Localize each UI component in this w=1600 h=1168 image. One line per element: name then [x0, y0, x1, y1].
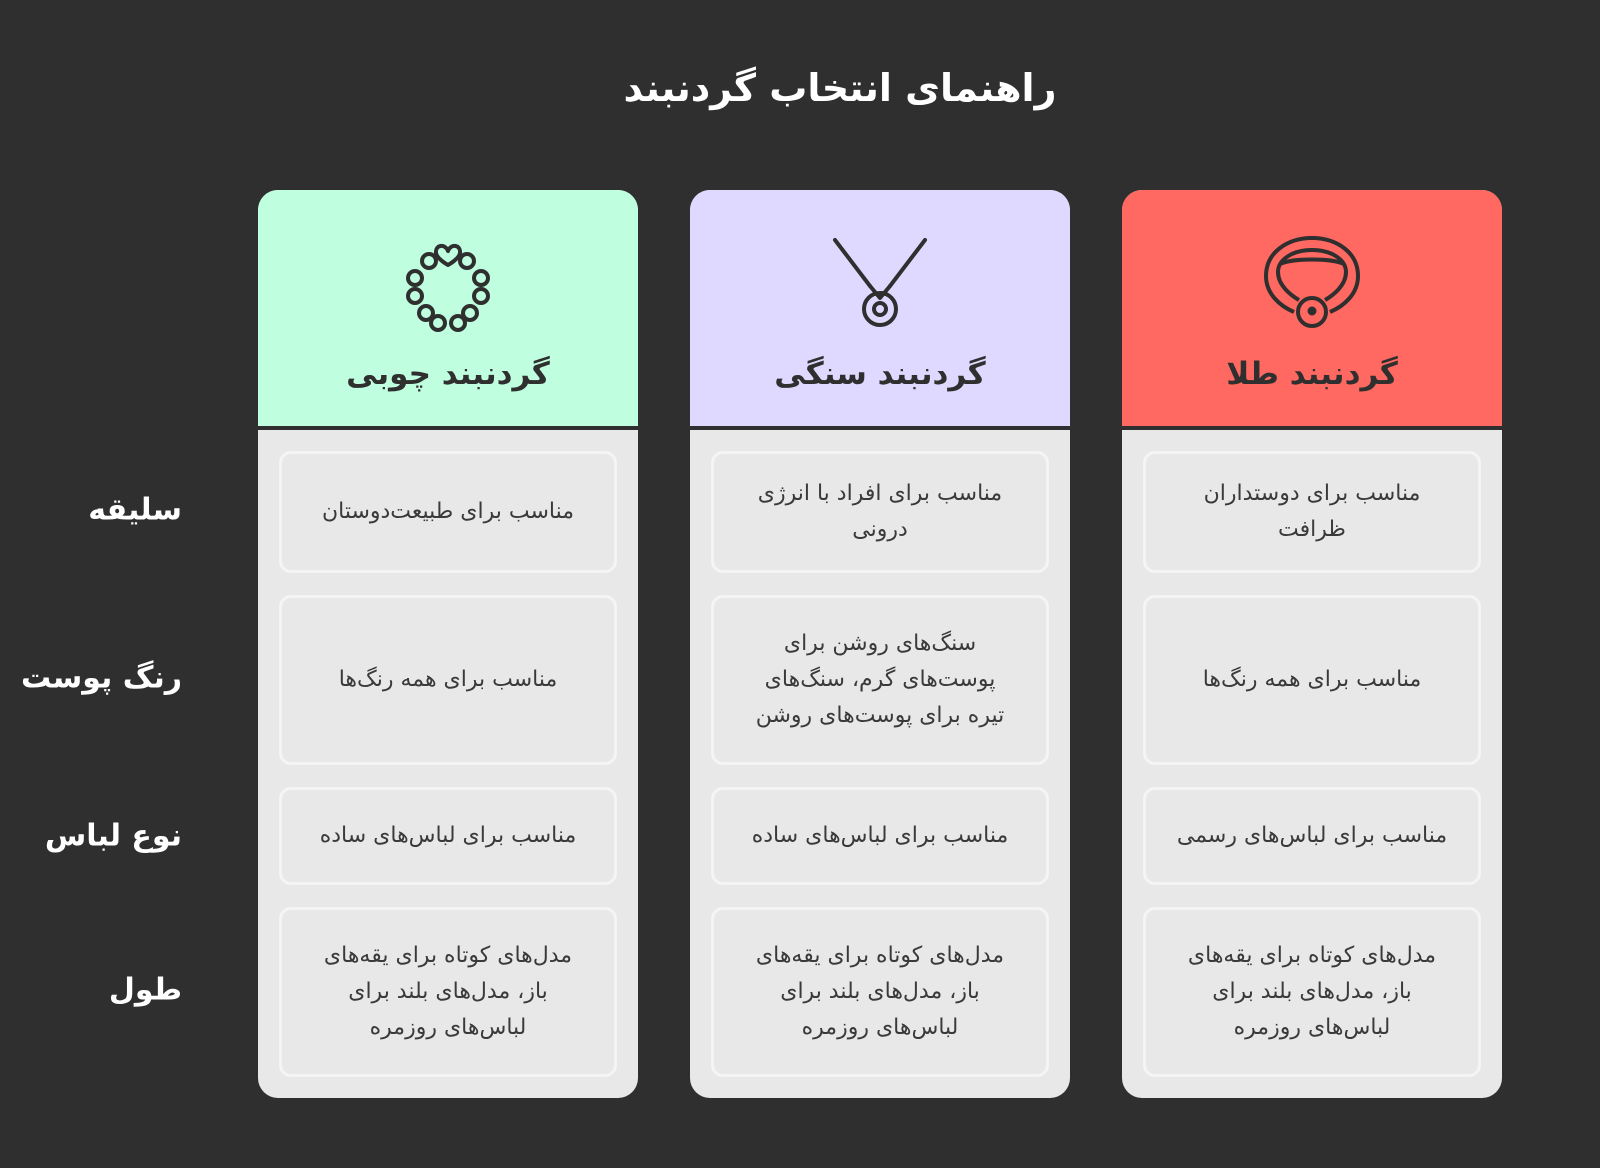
column-gold-necklace [1122, 190, 1502, 1098]
cell-length: مدل‌های کوتاه برای یقه‌های باز، مدل‌های بلند برای لباس‌های روزمره [711, 907, 1049, 1077]
column-stone-necklace [690, 190, 1070, 1098]
cell-skin-color: مناسب برای همه رنگ‌ها [1143, 595, 1481, 765]
cell-clothing-type: مناسب برای لباس‌های ساده [711, 787, 1049, 885]
column-title: گردنبند طلا [1226, 356, 1398, 392]
row-label-length: طول [108, 972, 182, 1008]
cell-clothing-type: مناسب برای لباس‌های رسمی [1143, 787, 1481, 885]
cell-length: مدل‌های کوتاه برای یقه‌های باز، مدل‌های بلند برای لباس‌های روزمره [1143, 907, 1481, 1077]
row-label-clothing-type: نوع لباس [44, 818, 182, 854]
pendant-necklace-icon [830, 234, 930, 334]
cell-skin-color: سنگ‌های روشن برای پوست‌های گرم، سنگ‌های تیره برای پوست‌های روشن [711, 595, 1049, 765]
row-label-skin-color: رنگ پوست [20, 660, 182, 696]
cell-length: مدل‌های کوتاه برای یقه‌های باز، مدل‌های بلند برای لباس‌های روزمره [279, 907, 617, 1077]
row-label-taste: سلیقه [88, 492, 182, 528]
column-title: گردنبند چوبی [346, 356, 550, 392]
column-wooden-necklace [258, 190, 638, 1098]
column-title: گردنبند سنگی [774, 356, 986, 392]
cell-clothing-type: مناسب برای لباس‌های ساده [279, 787, 617, 885]
cell-taste: مناسب برای افراد با انرژی درونی [711, 451, 1049, 573]
cell-taste: مناسب برای طبیعت‌دوستان [279, 451, 617, 573]
column-header [690, 190, 1070, 430]
page-title: راهنمای انتخاب گردنبند [623, 66, 1057, 110]
column-header [1122, 190, 1502, 430]
column-header [258, 190, 638, 430]
beaded-necklace-icon [398, 234, 498, 334]
cell-skin-color: مناسب برای همه رنگ‌ها [279, 595, 617, 765]
cell-taste: مناسب برای دوستداران ظرافت [1143, 451, 1481, 573]
collar-necklace-icon [1262, 234, 1362, 334]
